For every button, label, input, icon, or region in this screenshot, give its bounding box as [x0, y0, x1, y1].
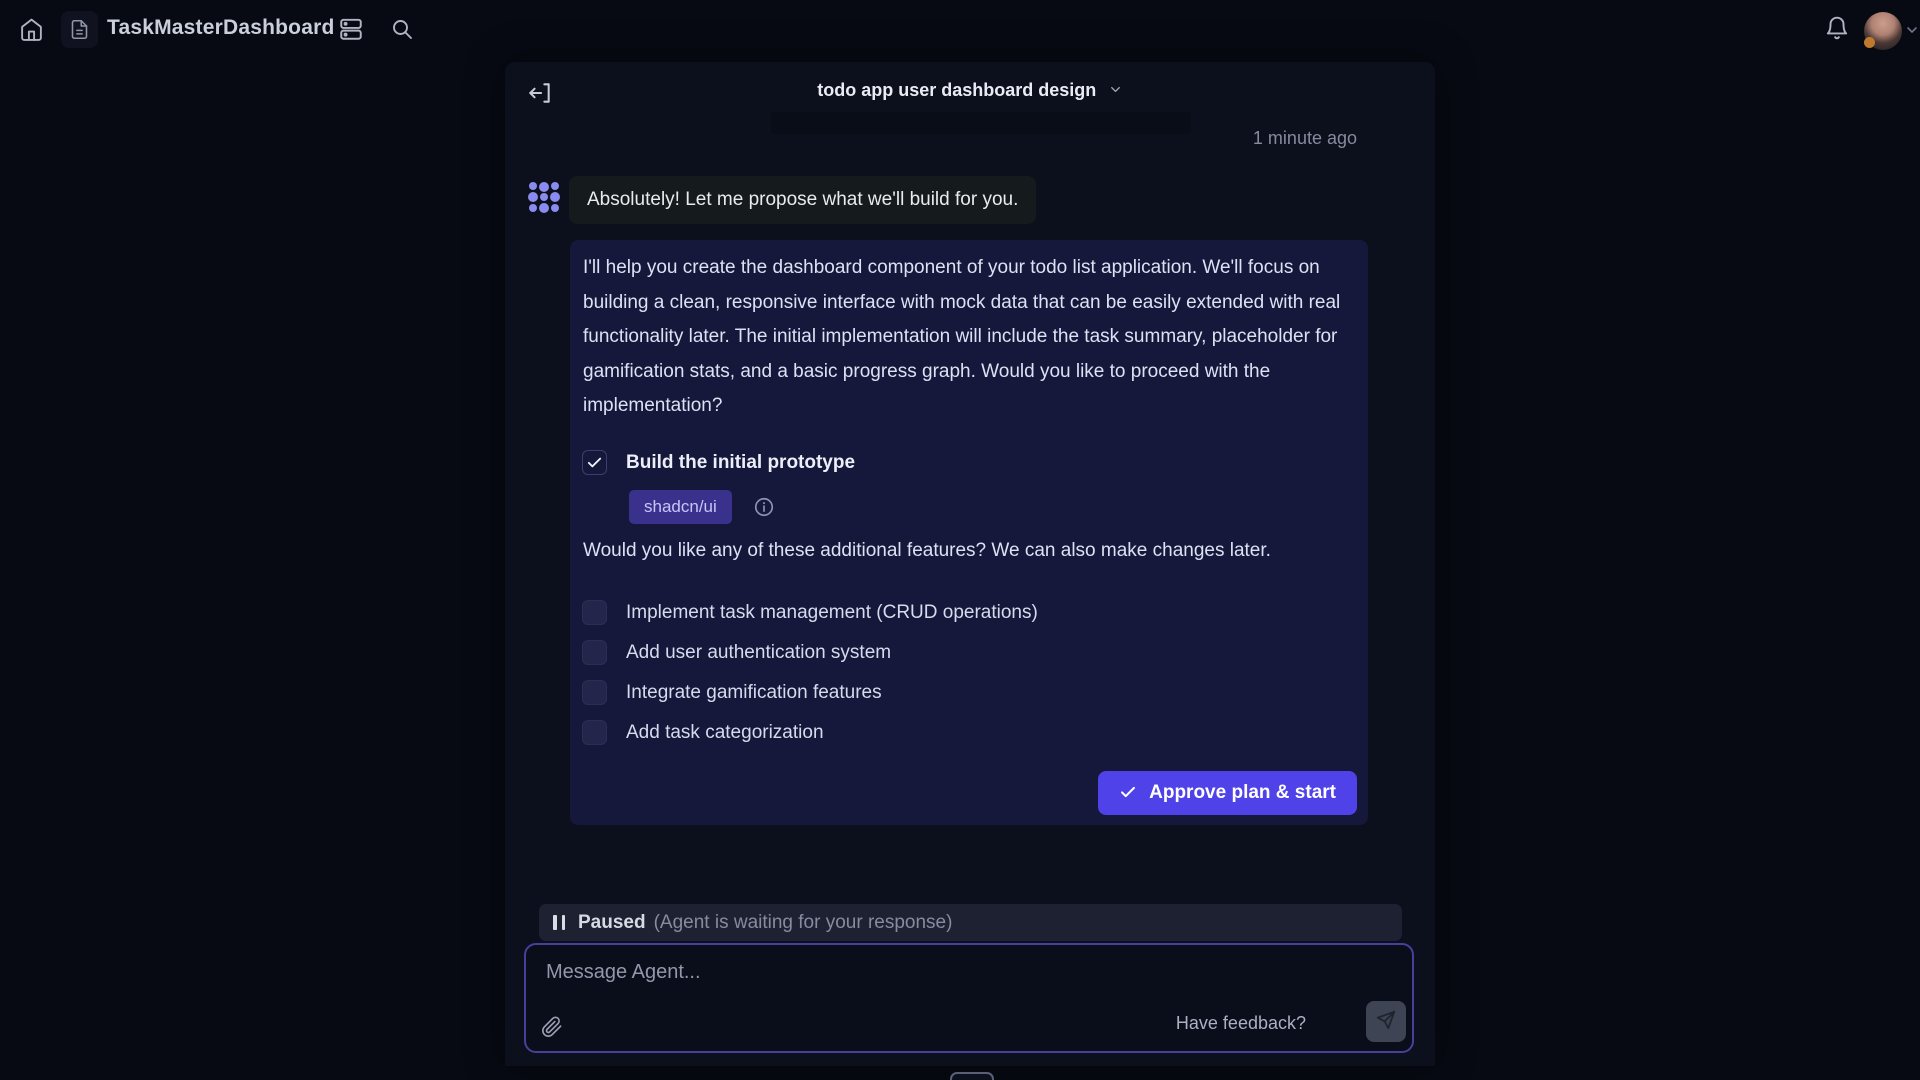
info-icon[interactable] [753, 496, 775, 518]
search-button[interactable] [388, 15, 415, 42]
notifications-button[interactable] [1822, 13, 1851, 42]
user-avatar[interactable] [1864, 12, 1902, 50]
feature-option-row[interactable] [582, 720, 824, 745]
feature-option-row[interactable] [582, 680, 882, 705]
feature-option-label: Add user authentication system [626, 641, 892, 663]
agent-message: Absolutely! Let me propose what we'll build for you. [569, 176, 1036, 224]
server-icon [338, 16, 364, 42]
plan-proposal-card [570, 240, 1368, 825]
approve-plan-label: Approve plan & start [1149, 782, 1336, 803]
agent-chat-panel [505, 62, 1435, 1066]
chevron-down-icon [1108, 82, 1123, 102]
feature-option-row[interactable] [582, 600, 1038, 625]
status-detail: (Agent is waiting for your response) [653, 911, 953, 933]
framework-badge-row [629, 490, 775, 524]
chat-session-title: todo app user dashboard design [817, 80, 1097, 100]
project-file-button[interactable] [61, 11, 98, 48]
primary-task-checkbox-row[interactable] [582, 450, 855, 475]
chat-session-selector[interactable] [505, 80, 1435, 102]
feature-option-row[interactable] [582, 640, 891, 665]
checkbox-checked-icon[interactable] [582, 450, 607, 475]
pause-icon [553, 915, 565, 930]
chevron-down-icon [1904, 22, 1920, 38]
checkbox-unchecked-icon[interactable] [582, 680, 607, 705]
send-icon [1375, 1009, 1397, 1034]
topbar [0, 0, 1920, 56]
account-menu-button[interactable] [1903, 21, 1920, 39]
bell-icon [1824, 15, 1850, 41]
app-title: TaskMasterDashboard [107, 16, 335, 39]
attach-file-button[interactable] [538, 1013, 566, 1041]
send-message-button[interactable] [1366, 1001, 1406, 1042]
faded-history-element [771, 112, 1191, 134]
home-icon [19, 17, 44, 42]
checkbox-unchecked-icon[interactable] [582, 720, 607, 745]
framework-badge[interactable]: shadcn/ui [629, 490, 732, 524]
status-state: Paused [578, 911, 646, 933]
message-timestamp: 1 minute ago [1252, 128, 1357, 148]
approve-plan-button[interactable] [1098, 771, 1357, 815]
avatar-status-badge [1864, 37, 1875, 48]
checkbox-unchecked-icon[interactable] [582, 640, 607, 665]
feature-option-label: Implement task management (CRUD operations) [626, 601, 1038, 623]
file-icon [69, 19, 90, 40]
message-input[interactable] [526, 945, 1412, 1009]
feedback-link[interactable]: Have feedback? [1175, 1013, 1306, 1033]
feature-option-label: Add task categorization [626, 721, 824, 743]
home-button[interactable] [16, 14, 46, 44]
plan-description: I'll help you create the dashboard component of your todo list application. We'll focus on building a clean, responsive interface with mock data that can be easily extended with real functionality later. The initial implementation will include the task summary, placeholder for gamification stats, and a basic progress graph. Would you like to proceed with the implementation? [583, 257, 1341, 416]
scroll-handle[interactable] [950, 1072, 994, 1080]
deployments-button[interactable] [337, 15, 365, 43]
message-composer [524, 943, 1414, 1053]
additional-features-question: Would you like any of these additional features? We can also make changes later. [583, 540, 1271, 561]
agent-logo-icon [527, 180, 561, 214]
checkbox-unchecked-icon[interactable] [582, 600, 607, 625]
agent-status-bar [539, 904, 1402, 941]
search-icon [390, 17, 414, 41]
feature-option-label: Integrate gamification features [626, 681, 882, 703]
check-icon [1119, 783, 1137, 804]
paperclip-icon [541, 1016, 563, 1038]
primary-task-label: Build the initial prototype [626, 451, 856, 473]
